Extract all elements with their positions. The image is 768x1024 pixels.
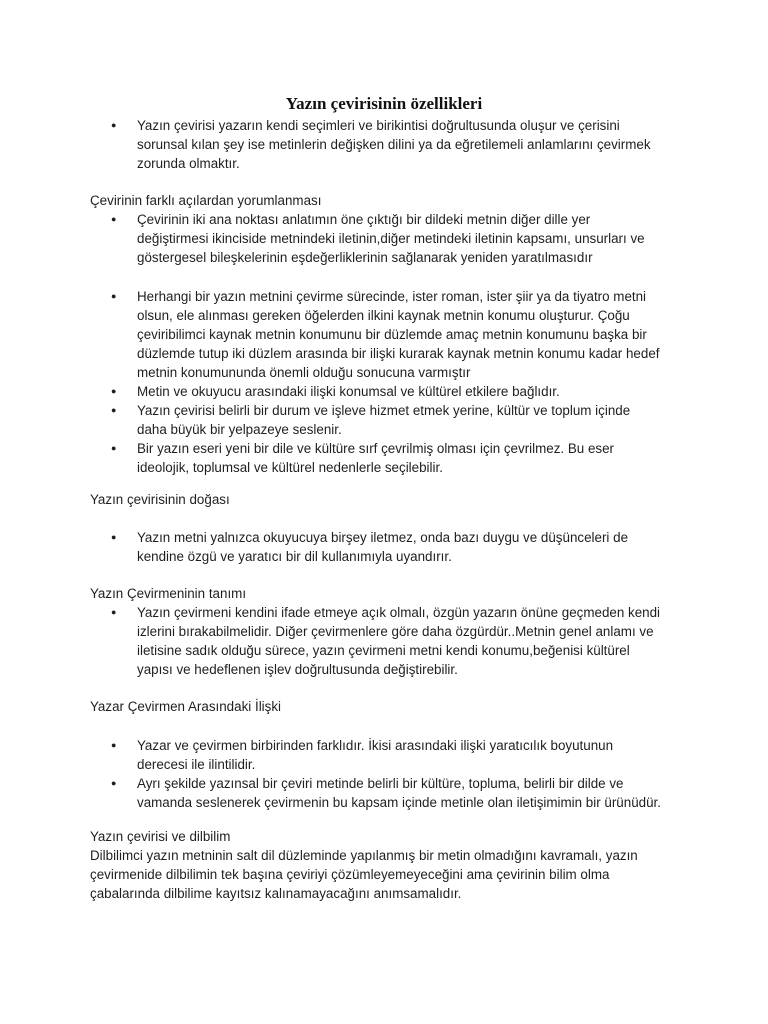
section1-bullet-list-b: [0, 287, 660, 477]
section-paragraph: [90, 846, 690, 903]
list-item: [0, 210, 645, 267]
text-line: iletisine sadık olduğu sürece, yazın çevirmeni metni kendi konumu,beğenisi kültürel: [137, 643, 630, 658]
text-line: ● Herhangi bir yazın metnini çevirme sürecinde, ister roman, ister şiir ya da tiyatro metni: [137, 289, 647, 304]
text-line: ● Yazar ve çevirmen birbirinden farklıdır. İkisi arasındaki ilişki yaratıcılık boyutunun: [137, 738, 614, 753]
text-line: düzlemde tutup iki düzlem arasında bir ilişki kurarak kaynak metnin konumu kadar hedef: [137, 346, 660, 361]
section-heading: Yazın çevirisinin doğası: [90, 492, 230, 507]
text-line: daha büyük bir yelpazeye seslenir.: [137, 422, 342, 437]
text-line: ● Yazın çevirisi belirli bir durum ve işleve hizmet etmek yerine, kültür ve toplum içinde: [137, 403, 631, 418]
text-line: ● Yazın çevirisi yazarın kendi seçimleri ve birikintisi doğrultusunda oluşur ve çerisini: [137, 118, 620, 133]
text-line: derecesi ile ilintilidir.: [137, 757, 256, 772]
text-line: yapısı ve hedeflenen işlev doğrultusunda değiştirebilir.: [137, 662, 458, 677]
section4-bullet-list: [0, 736, 661, 812]
list-item: [0, 382, 660, 401]
text-line: çeviribilimci kaynak metnin konumunu bir düzlemde amaç metnin konumunu başka bir: [137, 327, 647, 342]
section-heading: Çevirinin farklı açılardan yorumlanması: [90, 193, 322, 208]
list-item: [0, 116, 651, 173]
document-title: Yazın çevirisinin özellikleri: [285, 94, 483, 113]
section-heading: Yazın Çevirmeninin tanımı: [90, 586, 247, 601]
text-line: Dilbilimci yazın metninin salt dil düzleminde yapılanmış bir metin olmadığını kavramalı, yazın: [90, 848, 638, 863]
text-line: izlerini bırakabilmelidir. Diğer çevirmenlere göre daha özgürdür..Metnin genel anlamı ve: [137, 624, 654, 639]
text-line: ● Ayrı şekilde yazınsal bir çeviri metinde belirli bir kültüre, topluma, belirli bir dilde ve: [137, 776, 624, 791]
list-item: [0, 736, 661, 774]
text-line: ● Metin ve okuyucu arasındaki ilişki konumsal ve kültürel etkilere bağlıdır.: [137, 384, 560, 399]
text-line: metnin konumununda önemli olduğu sonucuna varmıştır: [137, 365, 471, 380]
list-item: [0, 287, 660, 382]
text-line: göstergesel bileşkelerinin eşdeğerliklerinin sağlanarak yeniden yaratılmasıdır: [137, 250, 593, 265]
text-line: ideolojik, toplumsal ve kültürel nedenlerle seçilebilir.: [137, 460, 443, 475]
list-item: [0, 439, 660, 477]
text-line: sorunsal kılan şey ise metinlerin değişken dilini ya da eğretilemeli anlamlarını çevirmek: [137, 137, 651, 152]
section2-bullet-list: [0, 528, 628, 566]
list-item: [0, 528, 628, 566]
section-heading: Yazar Çevirmen Arasındaki İlişki: [90, 699, 282, 714]
text-line: ● Çevirinin iki ana noktası anlatımın öne çıktığı bir dildeki metnin diğer dille yer: [137, 212, 591, 227]
text-line: çabalarında dilbilime kayıtsız kalınamayacağını anımsamalıdır.: [90, 886, 462, 901]
text-line: kendine özgü ve yaratıcı bir dil kullanımıyla uyandırır.: [137, 549, 452, 564]
text-line: ● Bir yazın eseri yeni bir dile ve kültüre sırf çevrilmiş olması için çevrilmez. Bu eser: [137, 441, 614, 456]
section1-bullet-list-a: [0, 210, 645, 267]
text-line: çevirmenide dilbilimin tek başına çeviriyi çözümleyemeyeceğini ama çevirinin bilim olma: [90, 867, 610, 882]
text-line: ● Yazın çevirmeni kendini ifade etmeye açık olmalı, özgün yazarın önüne geçmeden kendi: [137, 605, 661, 620]
intro-bullet-list: [0, 116, 651, 173]
text-line: olsun, ele alınması gereken öğelerden ilkini kaynak metnin konumu oluşturur. Çoğu: [137, 308, 630, 323]
list-item: [0, 401, 660, 439]
list-item: [0, 774, 661, 812]
text-line: vamanda seslenerek çevirmenin bu kapsam içinde metinle olan iletişimimin bir ürünüdür.: [137, 795, 661, 810]
text-line: zorunda olmaktır.: [137, 156, 240, 171]
section3-bullet-list: [0, 603, 660, 679]
list-item: [0, 603, 660, 679]
text-line: ● Yazın metni yalnızca okuyucuya birşey iletmez, onda bazı duygu ve düşünceleri de: [137, 530, 629, 545]
text-line: değiştirmesi ikinciside metnindeki iletinin,diğer metindeki iletinin kapsamı, unsurları ve: [137, 231, 645, 246]
section-heading: Yazın çevirisi ve dilbilim: [90, 829, 231, 844]
